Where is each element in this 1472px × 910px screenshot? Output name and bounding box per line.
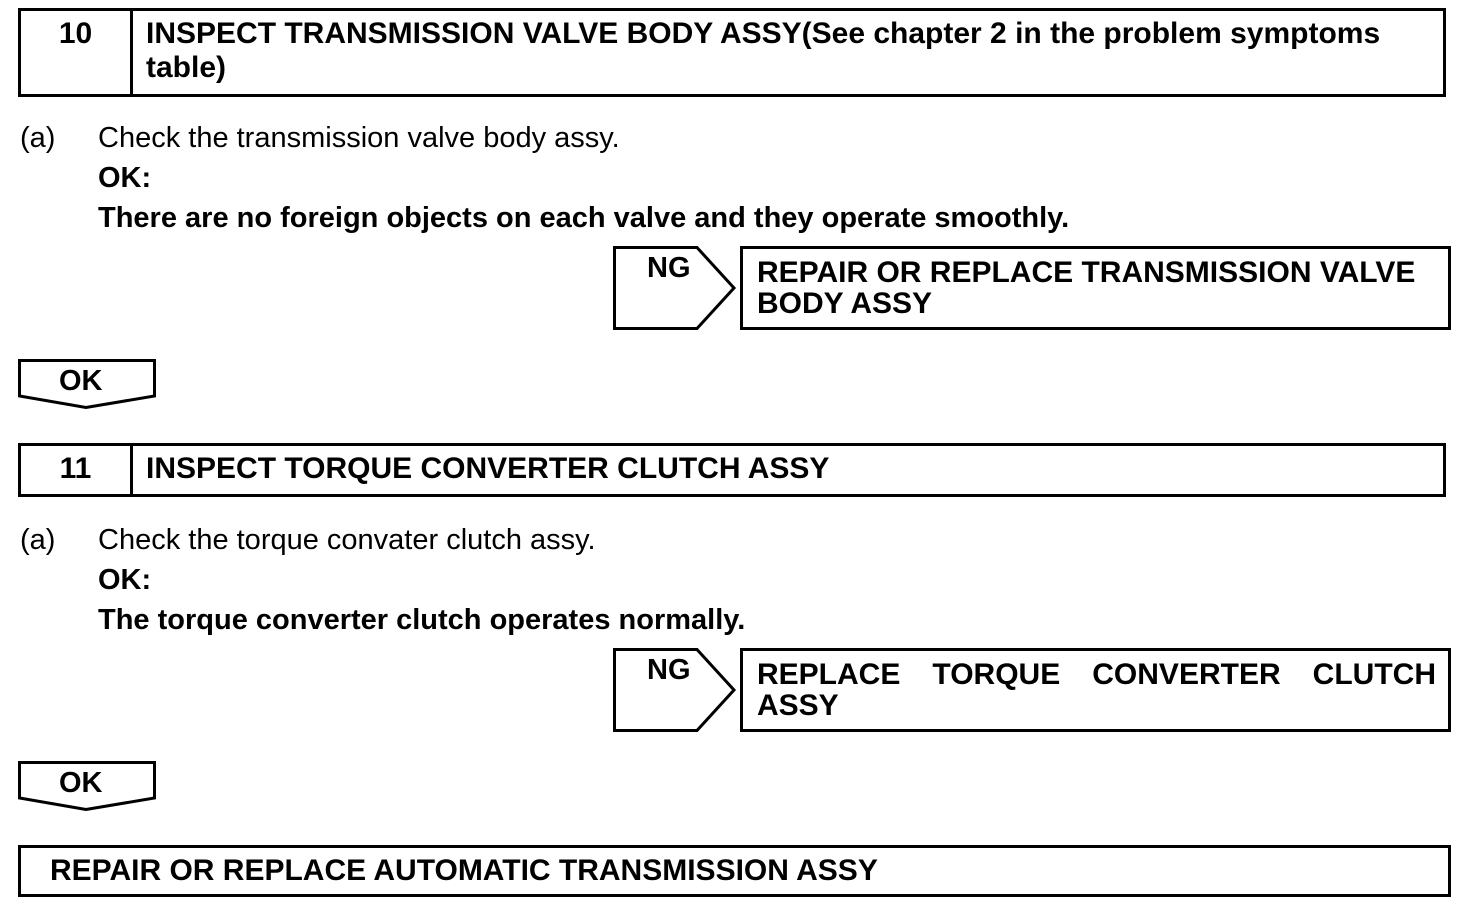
- step-11-ok-arrow-label: OK: [59, 767, 103, 799]
- step-10-ok-condition: There are no foreign objects on each valve and they operate smoothly.: [98, 202, 1070, 234]
- step-10-number: 10: [21, 11, 133, 94]
- step-10-ok-arrow: [18, 359, 156, 409]
- step-11-para-label: (a): [20, 524, 56, 556]
- step-10-instruction: Check the transmission valve body assy.: [98, 122, 620, 154]
- step-10-title: INSPECT TRANSMISSION VALVE BODY ASSY(See chapter 2 in the problem symptoms table): [146, 17, 1381, 84]
- step-11-header: [18, 443, 1446, 497]
- step-11-ok-heading: OK:: [98, 564, 152, 596]
- step-11-number: 11: [21, 446, 133, 494]
- step-11-ok-arrow: [18, 761, 156, 811]
- step-10-para-label: (a): [20, 122, 56, 154]
- step-10-ok-heading: OK:: [98, 162, 152, 194]
- step-11-ng-label: NG: [647, 654, 691, 686]
- step-11-ok-condition: The torque converter clutch operates normally.: [98, 604, 746, 636]
- step-10-ng-label: NG: [647, 252, 691, 284]
- step-11-instruction: Check the torque convater clutch assy.: [98, 524, 596, 556]
- step-11-ng-arrow: [613, 648, 737, 732]
- step-10-ok-arrow-label: OK: [59, 365, 103, 397]
- step-11-title: INSPECT TORQUE CONVERTER CLUTCH ASSY: [146, 452, 830, 485]
- step-10-ng-action: REPAIR OR REPLACE TRANSMISSION VALVE BODY ASSY: [740, 246, 1451, 330]
- step-11-ng-action: REPLACE TORQUE CONVERTER CLUTCH ASSY: [740, 648, 1451, 732]
- step-10-ng-arrow: [613, 246, 737, 330]
- step-10-header: [18, 8, 1446, 97]
- final-action-box: REPAIR OR REPLACE AUTOMATIC TRANSMISSION ASSY: [18, 845, 1451, 897]
